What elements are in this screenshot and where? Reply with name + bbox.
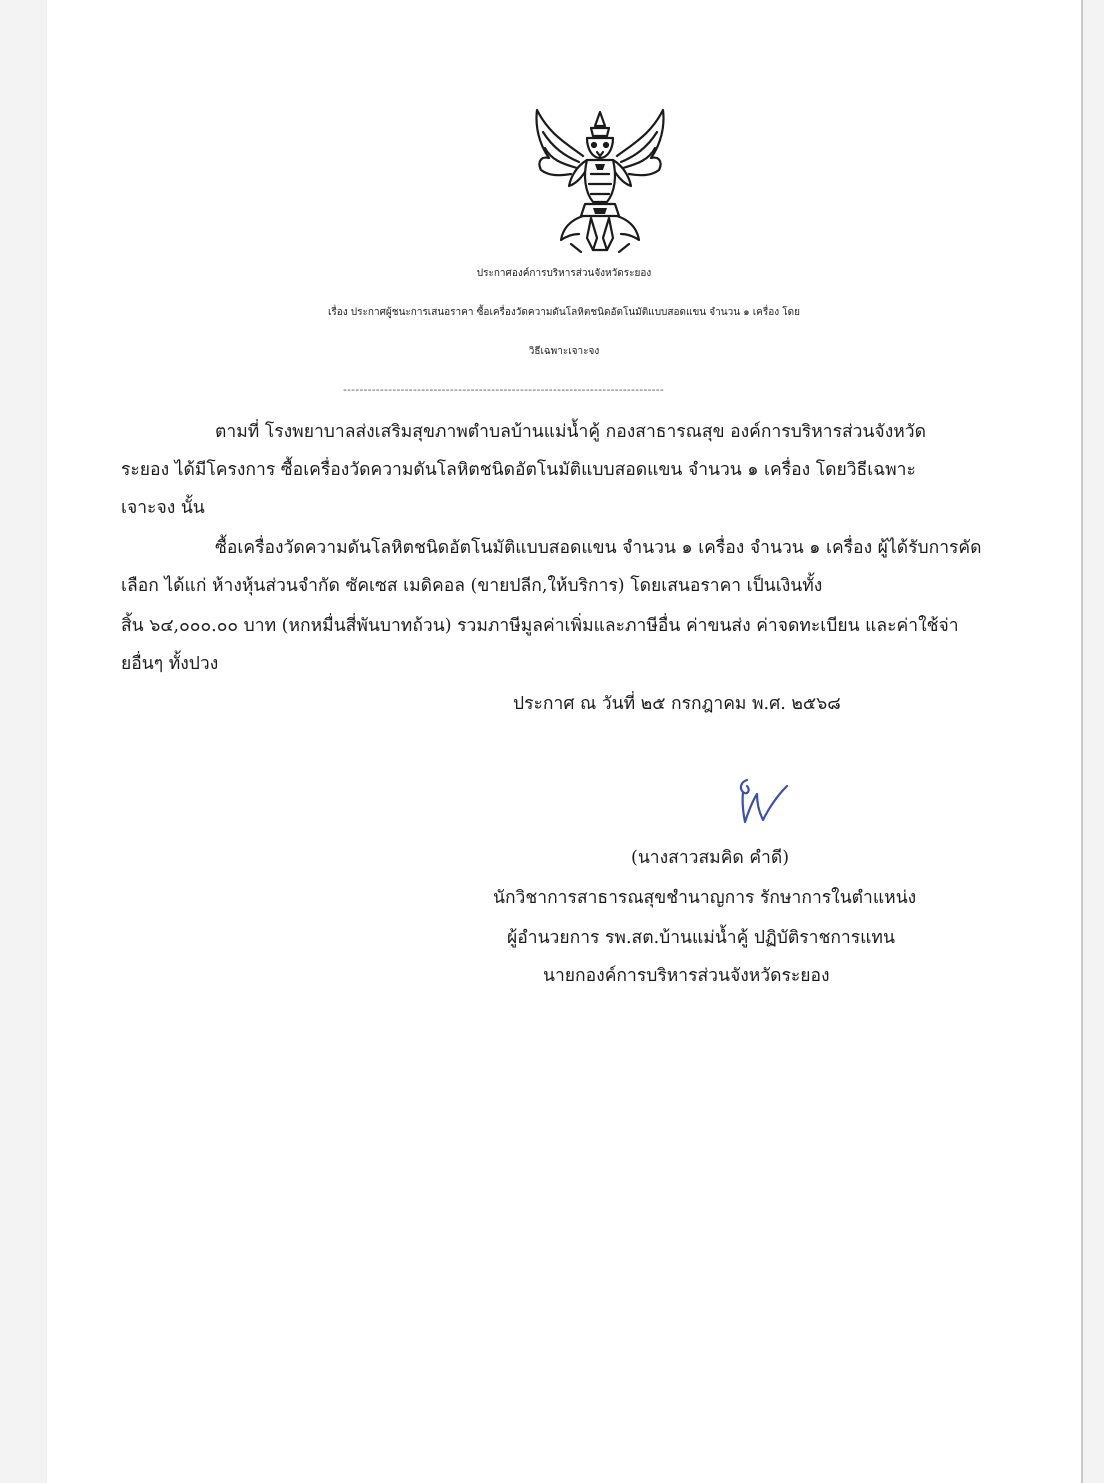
- announcement-date: ประกาศ ณ วันที่ ๒๕ กรกฎาคม พ.ศ. ๒๕๖๘: [513, 694, 841, 714]
- paragraph-1-line-1: ตามที่ โรงพยาบาลส่งเสริมสุขภาพตำบลบ้านแม่น้ำคู้ กองสาธารณสุข องค์การบริหารส่วนจังหวัด: [215, 422, 926, 442]
- signatory-title-line-2: ผู้อำนวยการ รพ.สต.บ้านแม่น้ำคู้ ปฏิบัติราชการแทน: [507, 928, 895, 948]
- paragraph-2-line-2: เลือก ได้แก่ ห้างหุ้นส่วนจำกัด ซัคเซส เมดิคอล (ขายปลีก,ให้บริการ) โดยเสนอราคา เป็นเงินทั้ง: [121, 576, 823, 596]
- subject-line-2: วิธีเฉพาะเจาะจง: [528, 346, 600, 357]
- document-page: [46, 0, 1083, 1483]
- paragraph-2-line-4: ยอื่นๆ ทั้งปวง: [121, 654, 219, 674]
- header-divider: ------------------------------------------------------------------------------: [343, 383, 665, 396]
- signatory-name: (นางสาวสมคิด คำดี): [631, 848, 790, 868]
- subject-line-1: เรื่อง ประกาศผู้ชนะการเสนอราคา ซื้อเครื่องวัดความดันโลหิตชนิดอัตโนมัติแบบสอดแขน จำนวน ๑ เครื่อง โดย: [327, 307, 801, 318]
- paragraph-2-line-1: ซื้อเครื่องวัดความดันโลหิตชนิดอัตโนมัติแบบสอดแขน จำนวน ๑ เครื่อง จำนวน ๑ เครื่อง ผู้ได้รับการคัด: [215, 538, 982, 558]
- signatory-title-line-1: นักวิชาการสาธารณสุขชำนาญการ รักษาการในตำแหน่ง: [493, 888, 917, 908]
- garuda-emblem-icon: [531, 104, 669, 256]
- handwritten-signature: [733, 770, 793, 828]
- paragraph-2-line-3: สิ้น ๖๔,๐๐๐.๐๐ บาท (หกหมื่นสี่พันบาทถ้วน) รวมภาษีมูลค่าเพิ่มและภาษีอื่น ค่าขนส่ง ค่าจดทะเบียน และค่าใช้จ่า: [121, 616, 959, 636]
- announcement-org-title: ประกาศองค์การบริหารส่วนจังหวัดระยอง: [476, 268, 652, 279]
- paragraph-1-line-3: เจาะจง นั้น: [121, 498, 205, 518]
- paragraph-1-line-2: ระยอง ได้มีโครงการ ซื้อเครื่องวัดความดันโลหิตชนิดอัตโนมัติแบบสอดแขน จำนวน ๑ เครื่อง โดยวิธีเฉพาะ: [121, 460, 916, 480]
- signatory-title-line-3: นายกองค์การบริหารส่วนจังหวัดระยอง: [543, 966, 830, 986]
